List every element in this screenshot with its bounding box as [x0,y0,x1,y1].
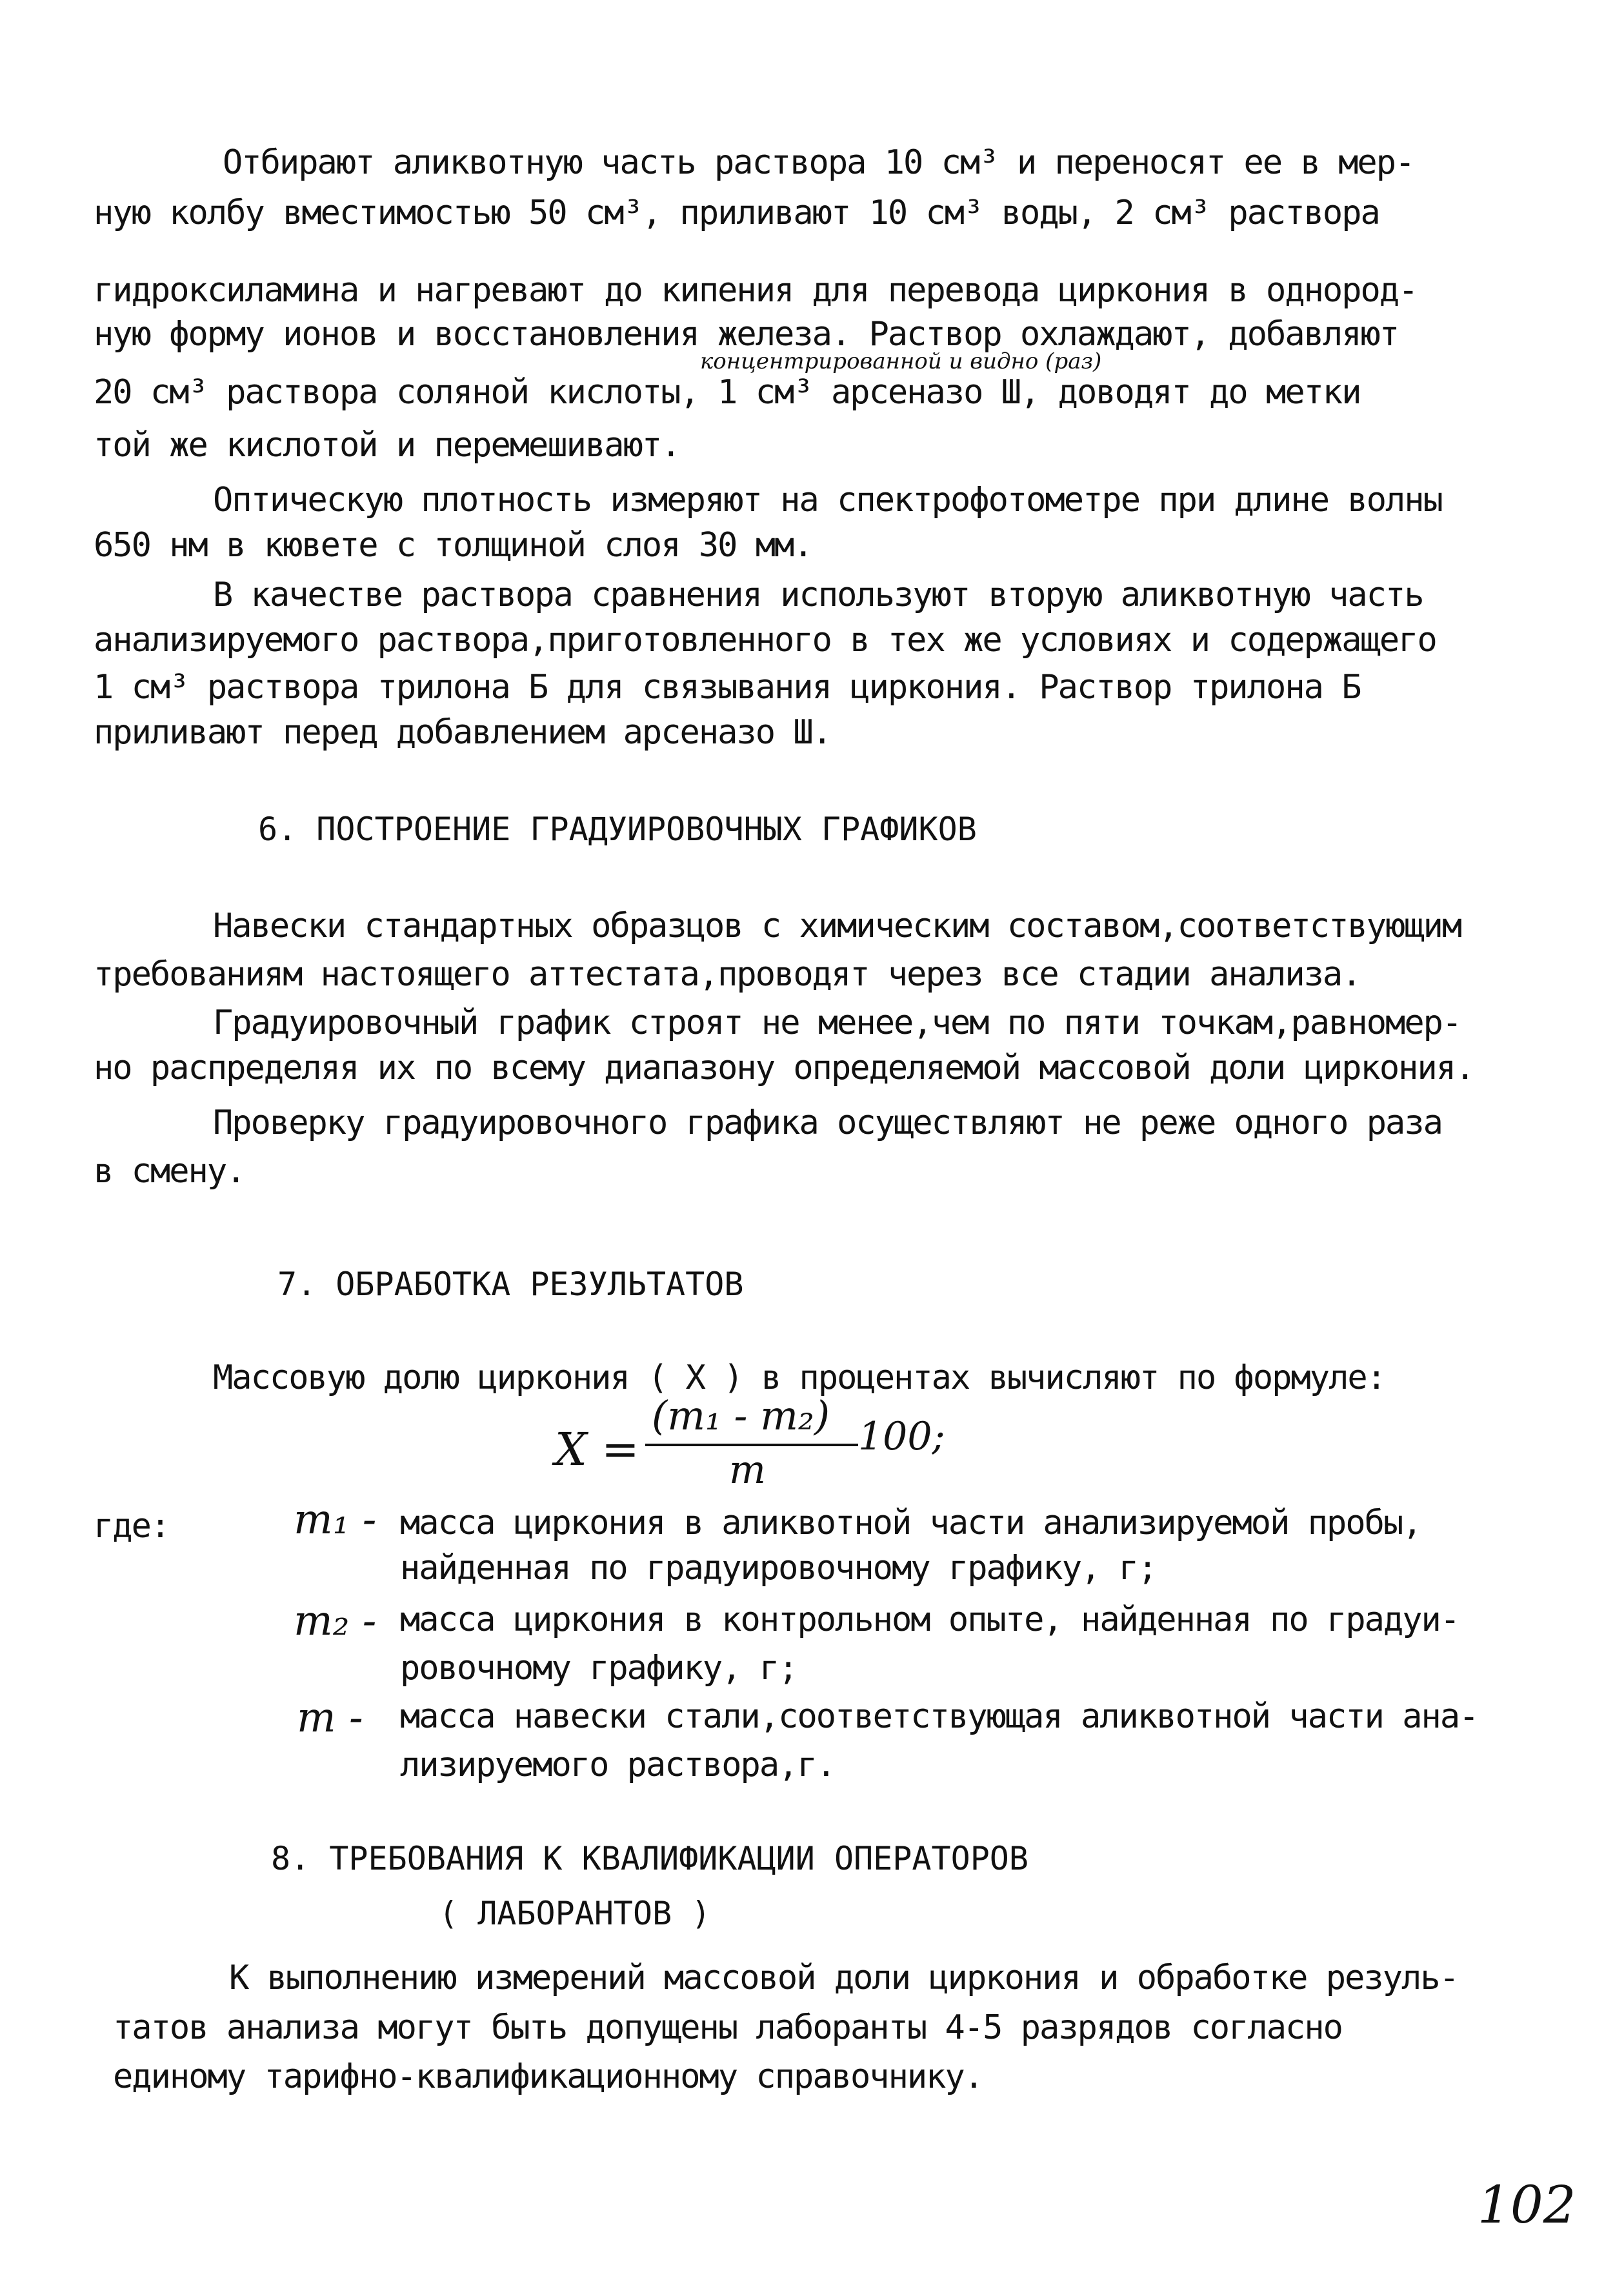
reference-line-4: приливают перед добавлением арсеназо Ш. [94,713,831,752]
formula-multiplier: 100; [858,1414,945,1459]
section6-line-6: в смену. [94,1152,245,1191]
section6-line-2: требованиям настоящего аттестата,проводят через все стадии анализа. [94,955,1361,994]
optical-line-1: Оптическую плотность измеряют на спектрофотометре при длине волны [213,481,1442,520]
section8-line-3: единому тарифно-квалификационному справочнику. [113,2057,983,2096]
optical-line-2: 650 нм в кювете с толщиной слоя 30 мм. [94,526,812,565]
definition-1-symbol: m₁ - [294,1496,377,1544]
formula-numerator: (m₁ - m₂) [652,1392,830,1439]
definition-3-line-1: масса навески стали,соответствующая аликвотной части ана- [400,1697,1478,1736]
section8-line-2: татов анализа могут быть допущены лаборанты 4-5 разрядов согласно [113,2008,1342,2047]
definition-3-symbol: m - [297,1694,363,1742]
formula [555,1392,974,1493]
formula-fraction-bar [645,1444,858,1446]
aliquot-line-3: гидроксиламина и нагревают до кипения для перевода циркония в однород- [94,271,1418,310]
definition-3-line-2: лизируемого раствора,г. [400,1746,836,1784]
reference-line-3: 1 см³ раствора трилона Б для связывания циркония. Раствор трилона Б [94,668,1361,707]
aliquot-line-5: 20 см³ раствора соляной кислоты, 1 см³ арсеназо Ш, доводят до метки [94,373,1361,412]
definition-1-line-2: найденная по градуировочному графику, г; [400,1549,1157,1588]
formula-lhs: X = [555,1423,639,1476]
page-number: 102 [1478,2175,1576,2235]
formula-intro: Массовую долю циркония ( Х ) в процентах вычисляют по формуле: [213,1358,1386,1397]
definition-2-symbol: m₂ - [294,1597,377,1645]
aliquot-line-2: ную колбу вместимостью 50 см³, приливают 10 см³ воды, 2 см³ раствора [94,194,1379,232]
section6-heading: 6. ПОСТРОЕНИЕ ГРАДУИРОВОЧНЫХ ГРАФИКОВ [258,811,977,848]
section6-line-3: Градуировочный график строят не менее,чем по пяти точкам,равномер- [213,1004,1461,1042]
section6-line-4: но распределяя их по всему диапазону определяемой массовой доли циркония. [94,1049,1474,1087]
section6-line-5: Проверку градуировочного графика осуществляют не реже одного раза [213,1104,1442,1142]
section8-heading-line-2: ( ЛАБОРАНТОВ ) [439,1895,711,1932]
reference-line-1: В качестве раствора сравнения используют вторую аликвотную часть [213,576,1423,614]
aliquot-line-4: ную форму ионов и восстановления железа. Раствор охлаждают, добавляют [94,315,1399,354]
aliquot-line-6: той же кислотой и перемешивают. [94,426,680,465]
where-label: где: [94,1507,170,1546]
section8-heading-line-1: 8. ТРЕБОВАНИЯ К КВАЛИФИКАЦИИ ОПЕРАТОРОВ [271,1840,1028,1877]
definition-1-line-1: масса циркония в аликвотной части анализируемой пробы, [400,1504,1421,1542]
section8-line-1: К выполнению измерений массовой доли циркония и обработке резуль- [229,1959,1458,1997]
aliquot-line-1: Отбирают аликвотную часть раствора 10 см³ и переносят ее в мер- [223,143,1414,182]
handwritten-insert: концентрированной и видно (раз) [700,348,1102,374]
reference-line-2: анализируемого раствора,приготовленного в тех же условиях и содержащего [94,621,1436,660]
definition-2-line-2: ровочному графику, г; [400,1649,797,1688]
section6-line-1: Навески стандартных образцов с химическим составом,соответствующим [213,907,1461,945]
formula-denominator: m [729,1448,766,1493]
section7-heading: 7. ОБРАБОТКА РЕЗУЛЬТАТОВ [277,1266,744,1303]
definition-2-line-1: масса циркония в контрольном опыте, найденная по градуи- [400,1600,1459,1639]
